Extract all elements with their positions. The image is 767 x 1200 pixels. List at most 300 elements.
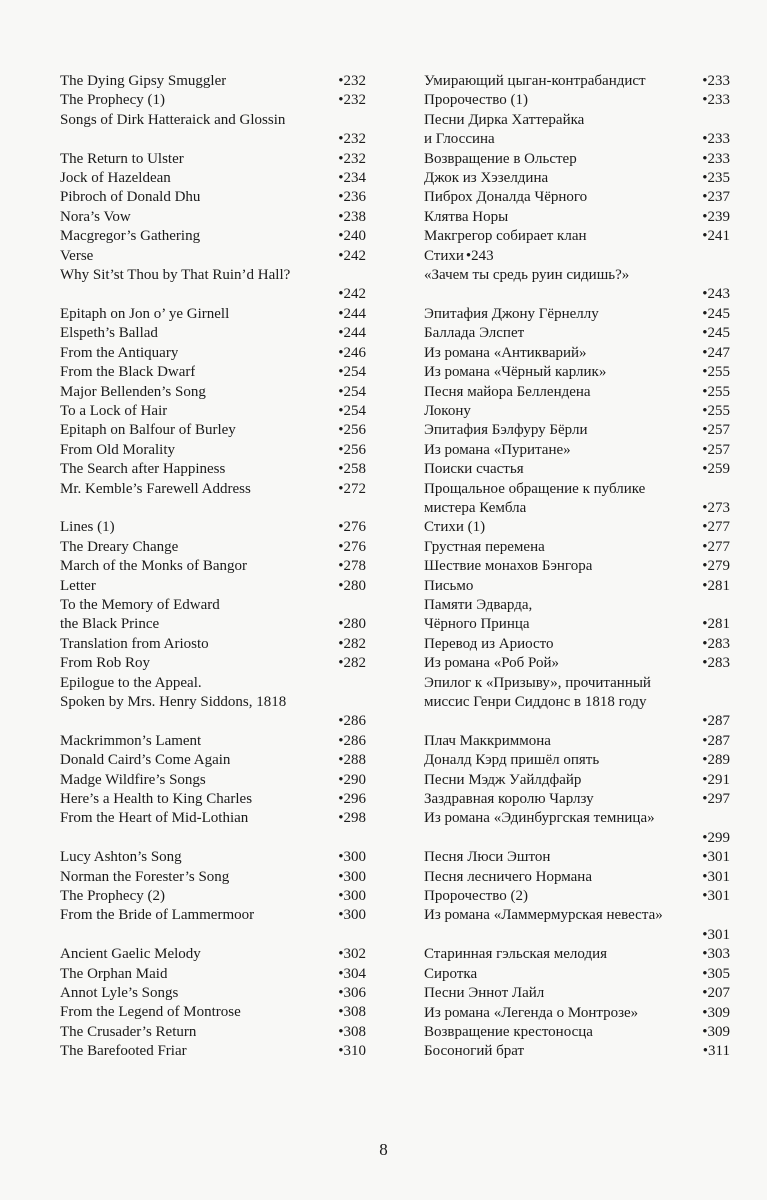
entry-title: Возвращение в Ольстер	[424, 150, 577, 167]
entry-title: The Prophecy (2)	[60, 888, 165, 905]
page-ref: •233	[702, 73, 730, 89]
entry-title: To the Memory of Edward	[60, 596, 220, 613]
page-ref-line	[424, 926, 730, 945]
entry-line	[60, 945, 366, 964]
toc-entry	[424, 421, 730, 440]
toc-entry	[60, 344, 366, 363]
page-ref: •289	[702, 752, 730, 769]
entry-line	[60, 1003, 366, 1022]
toc-entry	[60, 441, 366, 460]
page-ref: •282	[338, 635, 366, 652]
entry-title: Эпитафия Джону Гёрнеллу	[424, 305, 599, 322]
entry-title: Lines (1)	[60, 519, 115, 536]
toc-entry	[60, 751, 366, 770]
toc-entry	[60, 538, 366, 557]
page-ref-line	[60, 130, 366, 149]
page-ref-line	[424, 712, 730, 731]
spacer-gap	[60, 499, 366, 518]
toc-entry	[60, 1042, 366, 1061]
toc-entry	[60, 557, 366, 576]
entry-title: Norman the Forester’s Song	[60, 868, 230, 885]
entry-line	[60, 674, 366, 693]
entry-title: Джок из Хэзелдина	[424, 170, 549, 187]
entry-line	[60, 460, 366, 479]
entry-line	[424, 538, 730, 557]
page-ref: •255	[702, 364, 730, 381]
entry-line	[60, 771, 366, 790]
page-ref: •300	[338, 849, 366, 866]
entry-title: Доналд Кэрд пришёл опять	[424, 752, 600, 769]
toc-entry	[424, 227, 730, 246]
page-ref: •305	[702, 965, 730, 982]
entry-line	[424, 480, 730, 499]
toc-entry	[60, 460, 366, 479]
toc-entry	[424, 305, 730, 324]
entry-line	[424, 91, 730, 110]
page-ref: •279	[702, 558, 730, 575]
entry-title: Songs of Dirk Hatteraick and Glossin	[60, 111, 286, 128]
page-ref: •256	[338, 422, 366, 439]
toc-entry	[60, 887, 366, 906]
entry-line	[60, 518, 366, 537]
toc-entry	[60, 518, 366, 537]
entry-title: From the Antiquary	[60, 344, 179, 361]
entry-title: The Prophecy (1)	[60, 92, 165, 109]
entry-title: Here’s a Health to King Charles	[60, 791, 253, 808]
entry-title: Из романа «Антикварий»	[424, 344, 587, 361]
entry-title: Песни Дирка Хаттерайка	[424, 111, 585, 128]
toc-entry	[60, 266, 366, 305]
entry-line	[60, 383, 366, 402]
entry-title: Из романа «Чёрный карлик»	[424, 364, 607, 381]
entry-title: Из романа «Легенда о Монтрозе»	[424, 1004, 639, 1021]
entry-line	[424, 945, 730, 964]
page-ref: •232	[338, 150, 366, 167]
entry-line	[60, 596, 366, 615]
entry-line	[60, 72, 366, 91]
entry-title: Why Sit’st Thou by That Ruin’d Hall?	[60, 267, 291, 284]
entry-title: The Dreary Change	[60, 538, 179, 555]
entry-title: Памяти Эдварда,	[424, 596, 533, 613]
page-ref: •234	[338, 170, 366, 187]
entry-title: Verse	[60, 247, 94, 264]
toc-entry	[60, 363, 366, 382]
toc-entry	[424, 1004, 730, 1023]
toc-entry	[424, 480, 730, 519]
toc-entry	[424, 402, 730, 421]
entry-line	[60, 1023, 366, 1042]
entry-line	[424, 751, 730, 770]
entry-line	[424, 1023, 730, 1042]
entry-line	[60, 751, 366, 770]
entry-line	[424, 499, 730, 518]
entry-line	[424, 809, 730, 828]
toc-entry	[424, 596, 730, 635]
page-ref: •232	[338, 92, 366, 109]
entry-title: Letter	[60, 577, 96, 594]
entry-line	[60, 615, 366, 634]
page-ref: •290	[338, 771, 366, 788]
entry-title: Песни Эннот Лайл	[424, 985, 545, 1002]
entry-line	[424, 887, 730, 906]
entry-title: Грустная перемена	[424, 538, 545, 555]
toc-entry	[424, 383, 730, 402]
page-ref: •232	[338, 73, 366, 89]
toc-entry	[424, 945, 730, 964]
entry-line	[424, 518, 730, 537]
entry-line	[424, 402, 730, 421]
entry-title: The Return to Ulster	[60, 150, 184, 167]
toc-entry	[424, 868, 730, 887]
entry-title: March of the Monks of Bangor	[60, 558, 248, 575]
page-ref: •239	[702, 208, 730, 225]
page-ref: •243	[465, 247, 494, 264]
entry-title: Из романа «Роб Рой»	[424, 655, 560, 672]
page-ref: •259	[702, 461, 730, 478]
entry-title: Translation from Ariosto	[60, 635, 209, 652]
page-ref: •207	[702, 985, 730, 1002]
page-ref: •280	[338, 577, 366, 594]
entry-line	[424, 965, 730, 984]
entry-title: The Dying Gipsy Smuggler	[60, 73, 227, 89]
entry-title: «Зачем ты средь руин сидишь?»	[424, 267, 630, 284]
toc-entry	[424, 169, 730, 188]
entry-line	[60, 887, 366, 906]
entry-line	[424, 324, 730, 343]
page-ref: •283	[702, 655, 730, 672]
toc-entry	[424, 518, 730, 537]
entry-title: Epitaph on Balfour of Burley	[60, 422, 236, 439]
page-ref: •301	[702, 926, 730, 943]
page-ref: •257	[702, 441, 730, 458]
entry-line	[424, 344, 730, 363]
toc-entry	[60, 868, 366, 887]
entry-line	[424, 150, 730, 169]
entry-title: Прощальное обращение к публике	[424, 480, 646, 497]
entry-title: Песня лесничего Нормана	[424, 868, 592, 885]
entry-title: Стихи (1)	[424, 519, 486, 536]
entry-title: Песни Мэдж Уайлдфайр	[424, 771, 582, 788]
entry-line	[424, 441, 730, 460]
toc-entry	[60, 227, 366, 246]
page-ref: •309	[702, 1023, 730, 1040]
entry-title: Песня майора Беллендена	[424, 383, 591, 400]
entry-line	[60, 188, 366, 207]
page-ref: •309	[702, 1004, 730, 1021]
entry-line	[424, 732, 730, 751]
page-ref: •281	[702, 577, 730, 594]
entry-title: Madge Wildfire’s Songs	[60, 771, 206, 788]
entry-title: Поиски счастья	[424, 461, 524, 478]
toc-left-column	[60, 72, 366, 1062]
page-ref: •232	[338, 131, 366, 148]
entry-title: Из романа «Пуритане»	[424, 441, 571, 458]
toc-entry	[424, 460, 730, 479]
page-ref: •301	[702, 888, 730, 905]
page-ref: •302	[338, 946, 366, 963]
toc-entry	[424, 1042, 730, 1061]
page-ref: •254	[338, 402, 366, 419]
page-ref: •254	[338, 364, 366, 381]
toc-entry	[424, 247, 730, 266]
toc-entry	[424, 150, 730, 169]
entry-title: From the Bride of Lammermoor	[60, 907, 255, 924]
entry-line	[424, 674, 730, 693]
entry-line	[60, 169, 366, 188]
entry-title: Перевод из Ариосто	[424, 635, 554, 652]
entry-line	[60, 538, 366, 557]
entry-line	[424, 654, 730, 673]
entry-title: Mackrimmon’s Lament	[60, 732, 202, 749]
entry-title: Клятва Норы	[424, 208, 509, 225]
entry-title: Ancient Gaelic Melody	[60, 946, 201, 963]
entry-line	[60, 91, 366, 110]
toc-entry	[60, 906, 366, 925]
page-ref: •300	[338, 868, 366, 885]
page-number: 8	[379, 1140, 388, 1159]
toc-entry	[60, 150, 366, 169]
entry-line	[424, 615, 730, 634]
entry-title: Умирающий цыган-контрабандист	[424, 73, 646, 89]
entry-title: мистера Кембла	[424, 499, 527, 516]
entry-title: Старинная гэльская мелодия	[424, 946, 608, 963]
page-ref-line	[60, 712, 366, 731]
entry-line	[424, 383, 730, 402]
page-ref: •300	[338, 907, 366, 924]
toc-entry	[424, 72, 730, 91]
toc-entry	[60, 984, 366, 1003]
entry-line	[424, 906, 730, 925]
page-ref: •258	[338, 461, 366, 478]
entry-line	[60, 363, 366, 382]
toc-entry	[60, 305, 366, 324]
entry-title: Spoken by Mrs. Henry Siddons, 1818	[60, 693, 287, 710]
spacer-gap	[60, 926, 366, 945]
entry-title: Из романа «Ламмермурская невеста»	[424, 907, 663, 924]
entry-line	[60, 247, 366, 266]
entry-line	[424, 635, 730, 654]
page-ref: •287	[702, 732, 730, 749]
page-ref: •277	[702, 538, 730, 555]
page-ref: •233	[702, 92, 730, 109]
entry-line	[60, 635, 366, 654]
page-ref: •299	[702, 829, 730, 846]
toc-entry	[424, 751, 730, 770]
entry-title: Возвращение крестоносца	[424, 1023, 593, 1040]
entry-title: Сиротка	[424, 965, 478, 982]
entry-title: Эпитафия Бэлфуру Бёрли	[424, 422, 588, 439]
entry-line	[424, 596, 730, 615]
entry-line	[60, 557, 366, 576]
toc-entry	[60, 188, 366, 207]
entry-title: The Barefooted Friar	[60, 1043, 187, 1060]
entry-title: Pibroch of Donald Dhu	[60, 189, 201, 206]
toc-entry	[424, 111, 730, 150]
toc-entry	[60, 480, 366, 499]
toc-entry	[424, 266, 730, 305]
entry-line	[424, 72, 730, 91]
page-ref: •300	[338, 888, 366, 905]
entry-title: Локону	[424, 402, 471, 419]
page-ref-line	[424, 829, 730, 848]
entry-line	[60, 111, 366, 130]
page-ref: •301	[702, 868, 730, 885]
page-ref: •242	[338, 247, 366, 264]
page-ref: •306	[338, 985, 366, 1002]
entry-title: Пророчество (1)	[424, 92, 528, 109]
entry-line	[60, 693, 366, 712]
page-ref: •257	[702, 422, 730, 439]
toc-entry	[424, 674, 730, 732]
entry-title: Annot Lyle’s Songs	[60, 985, 179, 1002]
entry-title: From the Heart of Mid-Lothian	[60, 810, 249, 827]
toc-entry	[424, 538, 730, 557]
page-ref: •310	[338, 1043, 366, 1060]
entry-line	[60, 421, 366, 440]
entry-line	[424, 111, 730, 130]
toc-entry	[60, 402, 366, 421]
page-ref: •235	[702, 170, 730, 187]
page-ref: •301	[702, 849, 730, 866]
entry-line	[424, 848, 730, 867]
entry-line	[60, 732, 366, 751]
entry-line	[424, 208, 730, 227]
toc-entry	[60, 208, 366, 227]
toc-entry	[424, 732, 730, 751]
entry-line	[424, 305, 730, 324]
page-ref: •281	[702, 616, 730, 633]
entry-line	[60, 577, 366, 596]
entry-line	[60, 480, 366, 499]
toc-entry	[60, 945, 366, 964]
toc-entry	[424, 91, 730, 110]
page-ref: •287	[702, 713, 730, 730]
page-ref: •256	[338, 441, 366, 458]
entry-line	[424, 1004, 730, 1023]
page-ref: •236	[338, 189, 366, 206]
page-ref: •255	[702, 383, 730, 400]
toc-entry	[60, 965, 366, 984]
page-ref: •244	[338, 305, 366, 322]
entry-line	[60, 324, 366, 343]
page-ref: •308	[338, 1023, 366, 1040]
page-ref: •245	[702, 325, 730, 342]
page-ref: •291	[702, 771, 730, 788]
toc-entry	[60, 771, 366, 790]
entry-line	[60, 402, 366, 421]
entry-line	[424, 266, 730, 285]
toc-entry	[60, 654, 366, 673]
toc-right-column	[424, 72, 730, 1062]
entry-title: From Rob Roy	[60, 655, 151, 672]
entry-line	[424, 247, 730, 266]
page-ref: •244	[338, 325, 366, 342]
entry-title: Epilogue to the Appeal.	[60, 674, 202, 691]
entry-title: The Orphan Maid	[60, 965, 168, 982]
toc-entry	[60, 72, 366, 91]
toc-entry	[424, 984, 730, 1003]
entry-title: Elspeth’s Ballad	[60, 325, 158, 342]
entry-title: Заздравная королю Чарлзу	[424, 791, 594, 808]
entry-title: Чёрного Принца	[424, 616, 530, 633]
entry-title: и Глоссина	[424, 131, 495, 148]
entry-line	[424, 984, 730, 1003]
page-ref: •245	[702, 305, 730, 322]
toc-entry	[424, 363, 730, 382]
entry-title: Macgregor’s Gathering	[60, 228, 201, 245]
entry-title: Босоногий брат	[424, 1043, 525, 1060]
entry-line	[60, 790, 366, 809]
page-ref: •311	[702, 1043, 730, 1060]
toc-entry	[424, 188, 730, 207]
toc-entry	[60, 324, 366, 343]
entry-line	[424, 771, 730, 790]
page-ref: •246	[338, 344, 366, 361]
entry-line	[60, 1042, 366, 1061]
toc-entry	[424, 771, 730, 790]
toc-entry	[60, 1023, 366, 1042]
page-ref: •280	[338, 616, 366, 633]
entry-line	[60, 868, 366, 887]
toc-entry	[60, 635, 366, 654]
toc-entry	[60, 790, 366, 809]
page-ref: •286	[338, 732, 366, 749]
toc-entry	[60, 169, 366, 188]
entry-title: Jock of Hazeldean	[60, 170, 171, 187]
page-ref: •286	[338, 713, 366, 730]
entry-title: Epitaph on Jon o’ ye Girnell	[60, 305, 230, 322]
entry-line	[424, 577, 730, 596]
entry-line	[424, 1042, 730, 1061]
page-ref: •278	[338, 558, 366, 575]
entry-line	[424, 868, 730, 887]
page-ref: •283	[702, 635, 730, 652]
toc-entry	[424, 809, 730, 848]
entry-line	[60, 208, 366, 227]
entry-line	[60, 344, 366, 363]
entry-title: The Search after Happiness	[60, 461, 226, 478]
page-ref: •282	[338, 655, 366, 672]
entry-title: Mr. Kemble’s Farewell Address	[60, 480, 251, 497]
entry-title: Письмо	[424, 577, 474, 594]
entry-line	[60, 984, 366, 1003]
toc-entry	[60, 732, 366, 751]
page-ref: •288	[338, 752, 366, 769]
page-ref: •303	[702, 946, 730, 963]
entry-line	[424, 790, 730, 809]
entry-line	[424, 169, 730, 188]
page-ref: •237	[702, 189, 730, 206]
toc-entry	[424, 577, 730, 596]
page-ref: •254	[338, 383, 366, 400]
toc-entry	[60, 596, 366, 635]
entry-title: From Old Morality	[60, 441, 175, 458]
entry-line	[60, 305, 366, 324]
entry-title: The Crusader’s Return	[60, 1023, 197, 1040]
page-ref: •276	[338, 519, 366, 536]
page-ref: •240	[338, 228, 366, 245]
entry-title: Пиброх Доналда Чёрного	[424, 189, 588, 206]
entry-title: Эпилог к «Призыву», прочитанный	[424, 674, 651, 691]
entry-line	[60, 266, 366, 285]
toc-entry	[424, 965, 730, 984]
entry-line	[424, 421, 730, 440]
page-ref: •273	[702, 499, 730, 516]
toc-entry	[424, 441, 730, 460]
page-ref-line	[60, 285, 366, 304]
entry-line	[60, 654, 366, 673]
toc-entry	[424, 848, 730, 867]
